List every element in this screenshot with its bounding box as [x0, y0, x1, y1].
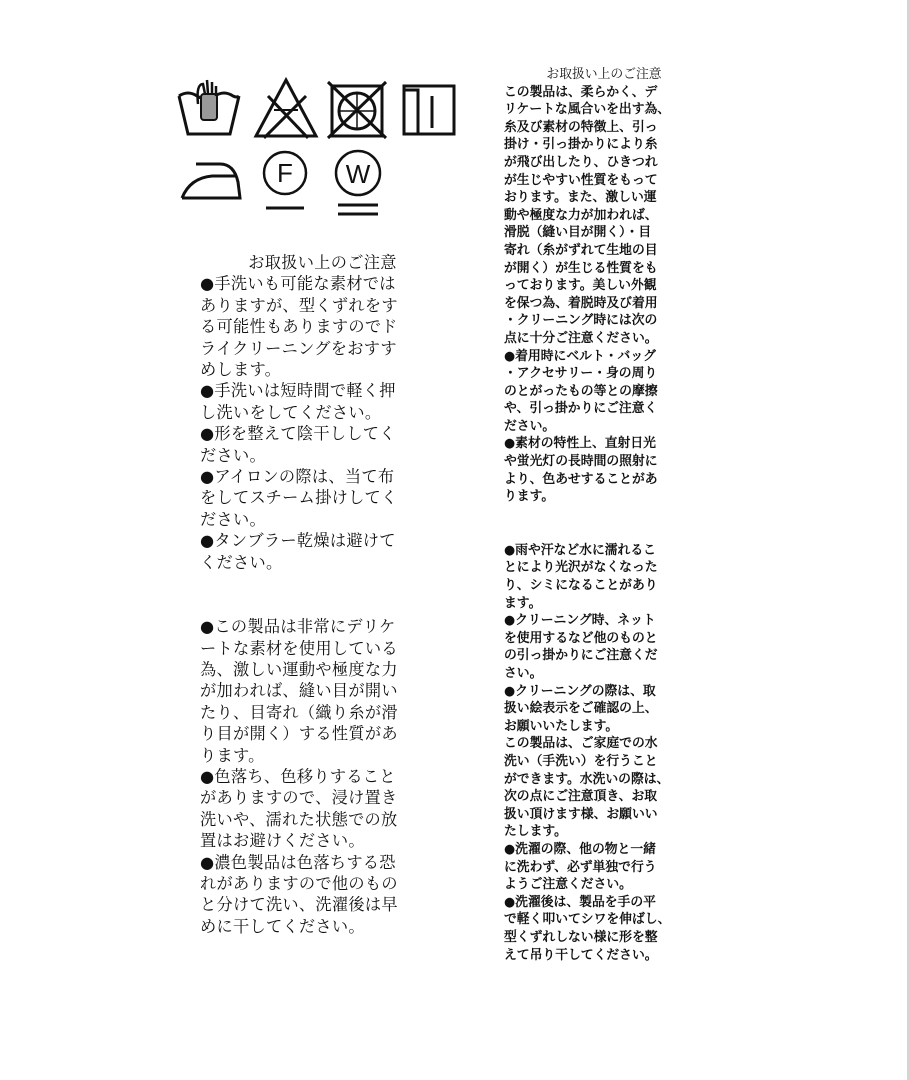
note-line: ●着用時にベルト・バッグ: [504, 348, 656, 364]
care-notes-left: [200, 252, 445, 937]
note-line: ださい。: [504, 418, 556, 434]
note-line: お願いいたします。: [504, 718, 619, 734]
note-line: 為、激しい運動や極度な力: [200, 659, 398, 679]
note-line: と分けて洗い、洗濯後は早: [200, 895, 398, 915]
note-line: や蛍光灯の長時間の照射に: [504, 454, 658, 470]
note-line: し洗いをしてください。: [200, 402, 382, 422]
note-line: ださい。: [200, 509, 266, 529]
note-line: ください。: [200, 552, 283, 572]
note-line: や、引っ掛かりにご注意く: [504, 401, 658, 417]
note-line: 掛け・引っ掛かりにより糸: [504, 137, 658, 153]
note-line: この製品は、柔らかく、デ: [504, 84, 658, 100]
note-line: 扱い頂けます様、お願いい: [504, 806, 658, 822]
svg-text:F: F: [277, 158, 293, 188]
care-notes-left-block-1: [200, 273, 445, 573]
care-symbols: [176, 74, 461, 219]
care-notes-left-block-2: [200, 616, 445, 937]
note-line: ・クリーニング時には次の: [504, 313, 658, 329]
note-line: をしてスチーム掛けしてく: [200, 488, 398, 508]
note-line: り、シミになることがあり: [504, 578, 658, 594]
svg-text:W: W: [345, 159, 371, 189]
note-line: 洗いや、濡れた状態での放: [200, 809, 398, 829]
note-line: めします。: [200, 360, 282, 380]
note-line: ができます。水洗いの際は、: [504, 771, 670, 787]
note-line: ●アイロンの際は、当て布: [200, 467, 395, 487]
note-line: の引っ掛かりにご注意くだ: [504, 648, 658, 664]
note-line: ●洗濯の際、他の物と一緒: [504, 841, 656, 857]
note-line: ●クリーニング時、ネット: [504, 613, 656, 629]
care-notes-right-block-1: [504, 84, 704, 506]
note-line: が飛び出したり、ひきつれ: [504, 154, 658, 170]
note-line: とにより光沢がなくなった: [504, 560, 658, 576]
note-line: が開く）が生じる性質をも: [504, 260, 658, 276]
note-line: ●素材の特性上、直射日光: [504, 436, 656, 452]
note-line: が生じやすい性質をもって: [504, 172, 658, 188]
note-line: に洗わず、必ず単独で行う: [504, 859, 657, 875]
note-line: さい。: [504, 666, 543, 681]
note-line: ●手洗いも可能な素材では: [200, 274, 396, 294]
note-line: れがありますので他のもの: [200, 873, 398, 893]
note-line: ●色落ち、色移りすること: [200, 766, 396, 786]
note-line: えて吊り干してください。: [504, 947, 658, 963]
note-line: より、色あせすることがあ: [504, 471, 658, 487]
note-line: 点に十分ご注意ください。: [504, 330, 658, 346]
note-line: めに干してください。: [200, 916, 365, 936]
note-line: 動や極度な力が加われば、: [504, 207, 658, 223]
note-line: ●クリーニングの際は、取: [504, 683, 656, 699]
iron-low-icon: [178, 154, 244, 204]
note-line: ●形を整えて陰干ししてく: [200, 424, 396, 444]
note-line: 滑脱（縫い目が開く）・目: [504, 225, 652, 241]
note-line: ます。: [504, 595, 542, 611]
note-line: おります。また、激しい運: [504, 190, 657, 206]
note-line: っております。美しい外観: [504, 278, 657, 294]
care-heading-right: お取扱い上のご注意: [546, 67, 662, 82]
no-bleach-icon: [252, 76, 320, 140]
care-notes-right: [504, 66, 704, 964]
note-line: ありますが、型くずれをす: [200, 295, 398, 315]
hand-wash-icon: [176, 78, 242, 138]
note-line: たり、目寄れ（織り糸が滑: [200, 702, 398, 722]
dry-clean-f-icon: [260, 148, 310, 214]
note-line: ●雨や汗など水に濡れるこ: [504, 542, 656, 558]
note-line: 置はお避けください。: [200, 831, 365, 851]
care-heading-left: お取扱い上のご注意: [248, 253, 397, 272]
note-line: 糸及び素材の特徴上、引っ: [504, 119, 658, 135]
note-line: ●洗濯後は、製品を手の平: [504, 894, 656, 910]
note-line: 扱い絵表示をご確認の上、: [504, 701, 658, 717]
note-line: のとがったもの等との摩擦: [504, 383, 658, 399]
note-line: がありますので、浸け置き: [200, 788, 398, 808]
note-line: ライクリーニングをおすす: [200, 338, 397, 358]
line-dry-icon: [400, 82, 458, 138]
note-line: ●手洗いは短時間で軽く押: [200, 381, 396, 401]
note-line: 次の点にご注意頂き、お取: [504, 789, 658, 805]
note-line: ・アクセサリー・身の周り: [504, 366, 658, 382]
wet-clean-w-icon: [330, 148, 386, 218]
note-line: ります。: [200, 745, 265, 765]
care-notes-right-block-2: [504, 542, 704, 964]
note-line: ートな素材を使用している: [200, 638, 398, 658]
note-line: を使用するなど他のものと: [504, 630, 658, 646]
note-line: 洗い（手洗い）を行うこと: [504, 753, 658, 769]
note-line: で軽く叩いてシワを伸ばし、: [504, 912, 671, 928]
note-line: 寄れ（糸がずれて生地の目: [504, 242, 658, 258]
note-line: る可能性もありますのでド: [200, 317, 398, 337]
note-line: ●濃色製品は色落ちする恐: [200, 852, 396, 872]
note-line: ださい。: [200, 445, 266, 465]
note-line: ります。: [504, 489, 555, 505]
note-line: リケートな風合いを出す為、: [504, 102, 671, 118]
note-line: ●この製品は非常にデリケ: [200, 617, 396, 637]
note-line: 型くずれしない様に形を整: [504, 929, 658, 945]
no-tumble-dry-icon: [326, 80, 388, 140]
note-line: を保つ為、着脱時及び着用: [504, 295, 658, 311]
note-line: この製品は、ご家庭での水: [504, 736, 658, 752]
note-line: り目が開く）する性質があ: [200, 724, 398, 744]
note-line: ようご注意ください。: [504, 877, 632, 893]
note-line: たします。: [504, 824, 567, 840]
note-line: が加われば、縫い目が開い: [200, 681, 398, 701]
note-line: ●タンブラー乾燥は避けて: [200, 531, 396, 551]
